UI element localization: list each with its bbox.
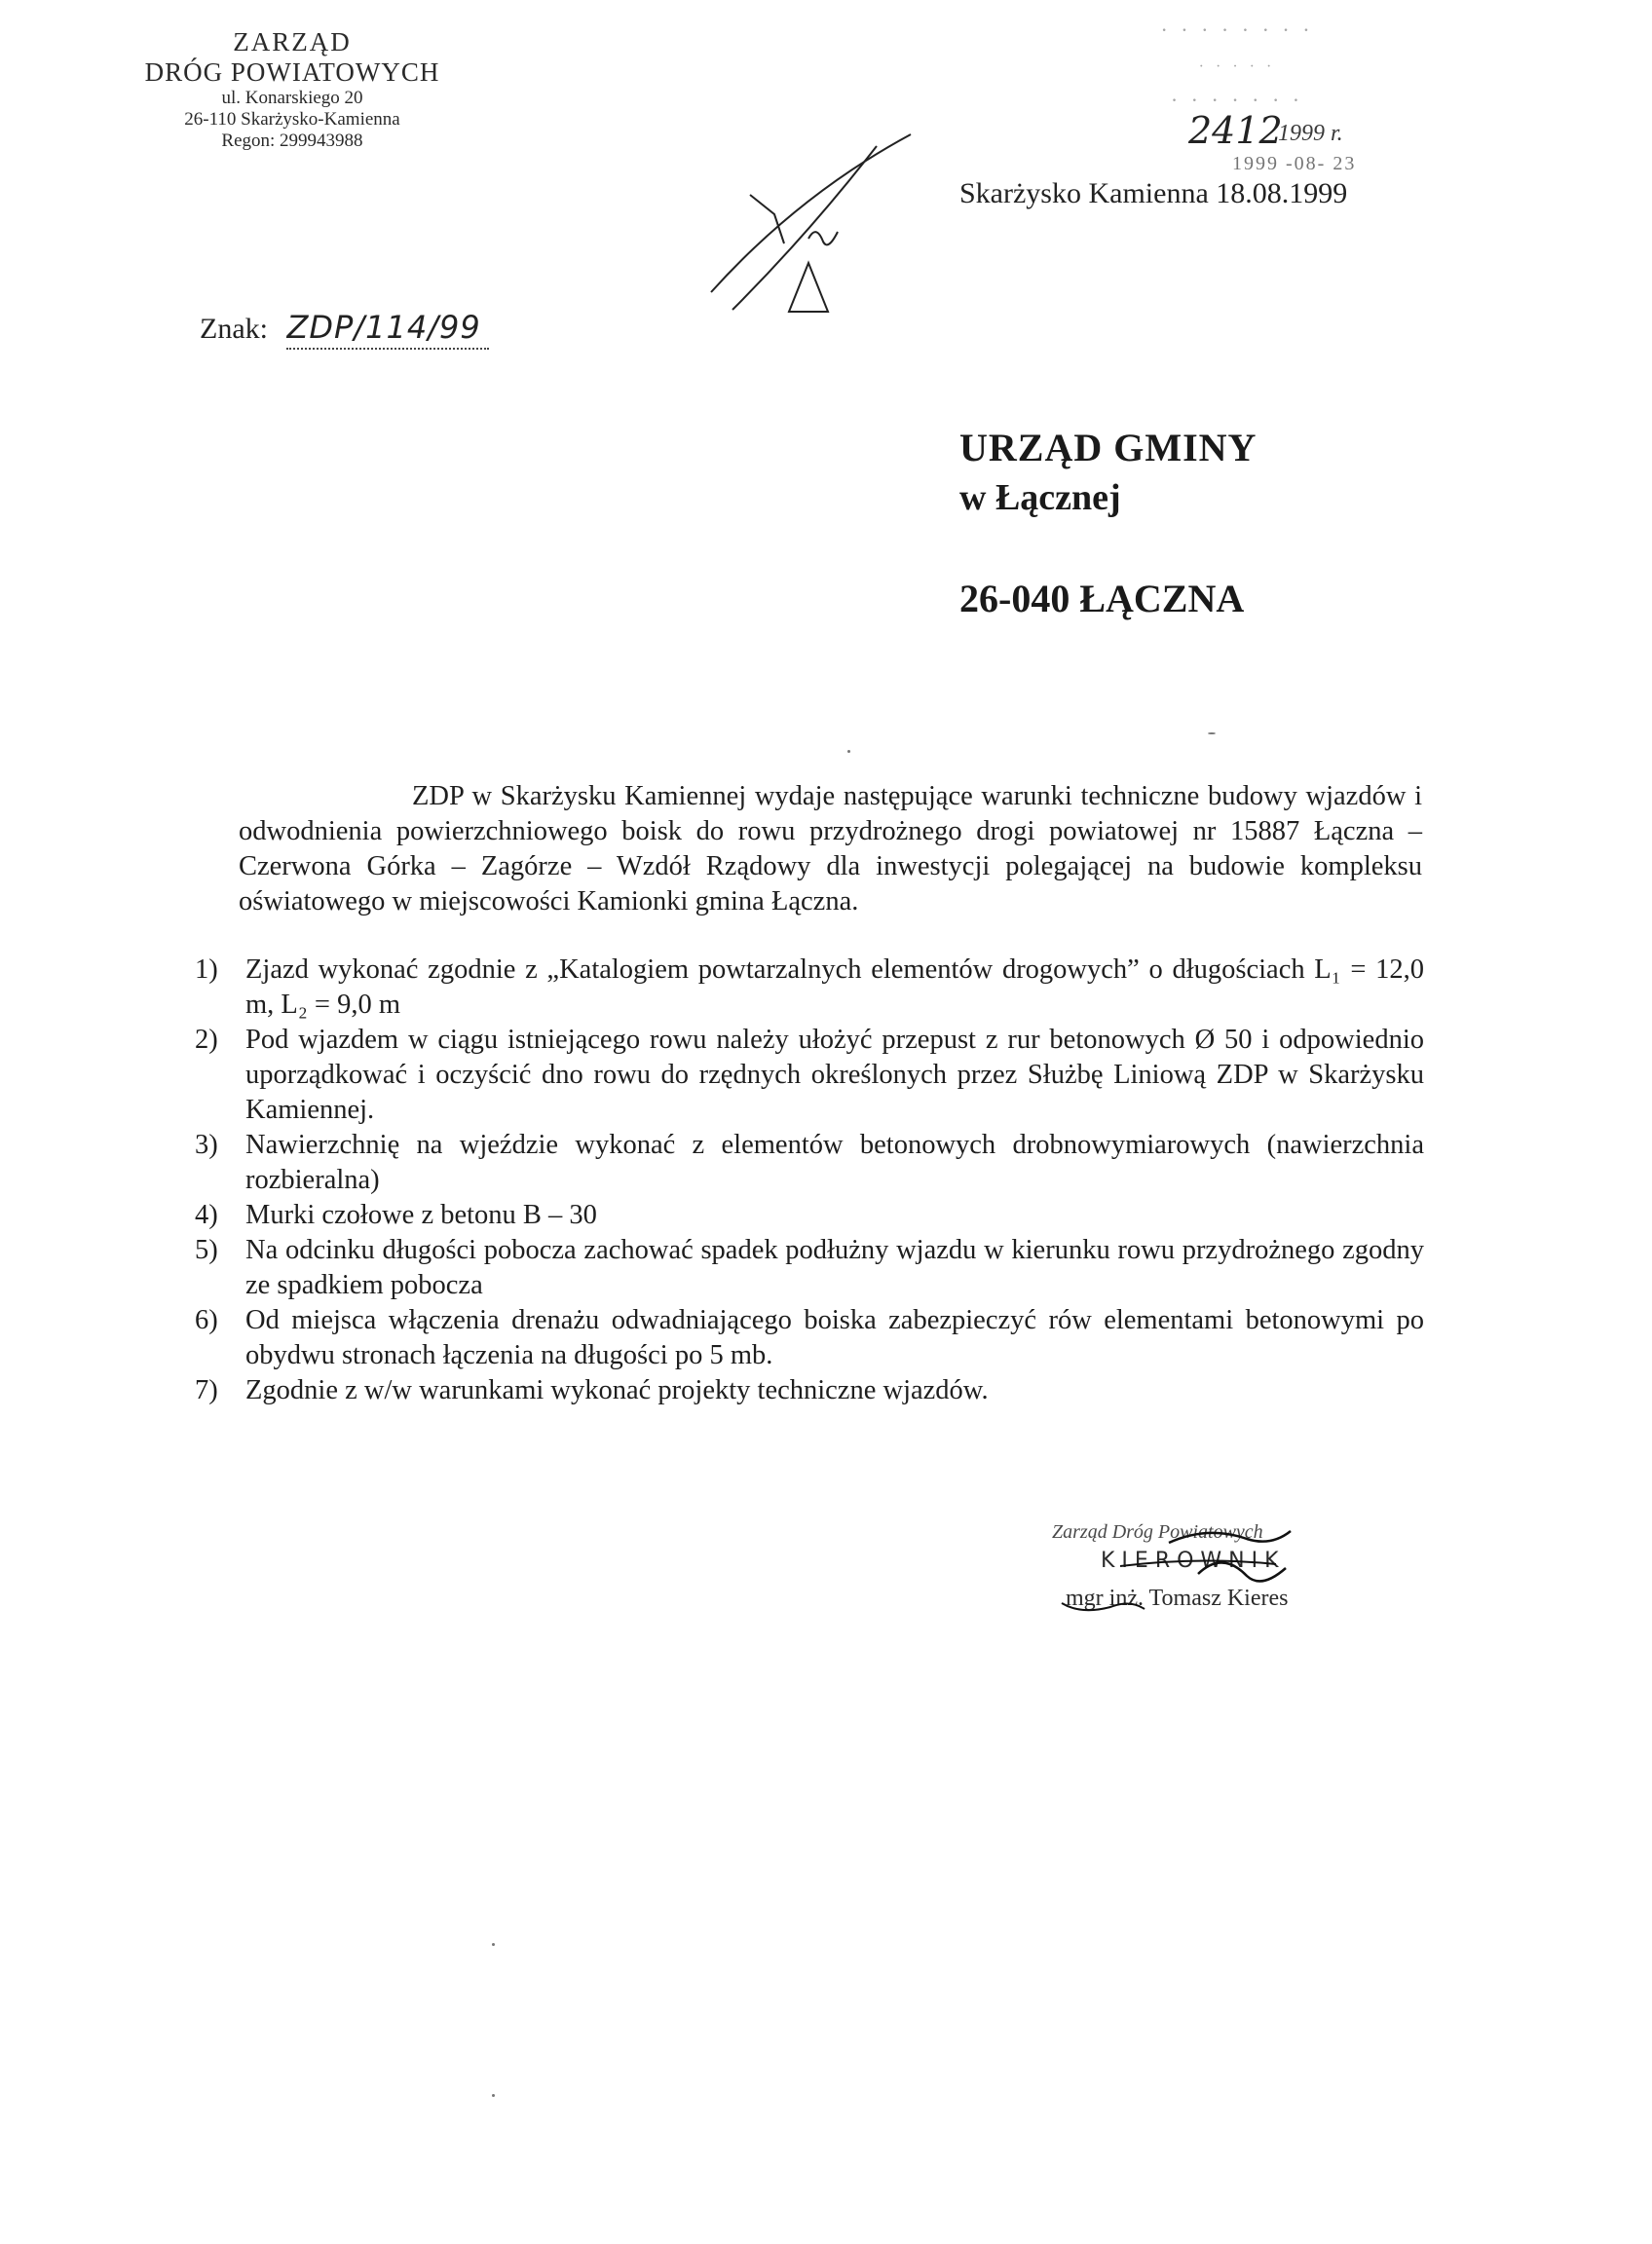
- sender-address: ul. Konarskiego 20: [221, 88, 363, 109]
- condition-item: [195, 1023, 1424, 1128]
- stamp-handwritten-tail: 1999 r.: [1278, 121, 1343, 146]
- reference-value: ZDP/114/99: [286, 309, 488, 350]
- stamp-faded-line: · · · · · · · ·: [1160, 18, 1314, 42]
- condition-item: [195, 953, 1424, 1023]
- condition-text: Zjazd wykonać zgodnie z „Katalogiem powtarzalnych elementów drogowych” o długościach L₁ = 12,0 m, L₂ = 9,0 m: [245, 954, 1424, 1020]
- conditions-list: [195, 953, 1424, 1408]
- condition-text: Pod wjazdem w ciągu istniejącego rowu należy ułożyć przepust z rur betonowych Ø 50 i odpowiednio uporządkować i oczyścić dno rowu do rzędnych określonych przez Służbę Liniową ZDP w Skarżysku Kamiennej.: [245, 1025, 1424, 1125]
- handwritten-mark: [692, 117, 925, 331]
- condition-text: Na odcinku długości pobocza zachować spadek podłużny wjazdu w kierunku rowu przydrożnego zgodny ze spadkiem pobocza: [245, 1235, 1424, 1300]
- reference-label: Znak:: [200, 313, 268, 345]
- condition-number: 2): [195, 1025, 218, 1055]
- stamp-handwritten-number: 2412: [1188, 109, 1283, 152]
- intro-paragraph: ZDP w Skarżysku Kamiennej wydaje następujące warunki techniczne budowy wjazdów i odwodnienia powierzchniowego boisk do rowu przydrożnego drogi powiatowej nr 15887 Łączna – Czerwona Górka – Zagórze – Wzdół Rządowy dla inwestycji polegającej na budowie kompleksu oświatowego w miejscowości Kamionki gmina Łączna.: [239, 781, 1422, 916]
- condition-item: [195, 1233, 1424, 1303]
- stamp-date-received: 1999 -08- 23: [1232, 153, 1357, 174]
- stamp-faded-line: · · · · ·: [1198, 58, 1276, 75]
- condition-number: 4): [195, 1200, 218, 1230]
- condition-item: [195, 1198, 1424, 1233]
- addressee-location: w Łącznej: [959, 477, 1121, 518]
- sender-regon: Regon: 299943988: [221, 130, 363, 151]
- condition-text: Zgodnie z w/w warunkami wykonać projekty techniczne wjazdów.: [245, 1375, 989, 1405]
- condition-number: 5): [195, 1235, 218, 1265]
- condition-number: 6): [195, 1305, 218, 1335]
- condition-number: 1): [195, 954, 218, 985]
- reference-number: [200, 309, 489, 350]
- sender-city: 26-110 Skarżysko-Kamienna: [184, 108, 400, 130]
- addressee-block: [959, 425, 1257, 621]
- scan-speck: [1208, 732, 1216, 734]
- condition-item: [195, 1373, 1424, 1408]
- handwritten-signature: [1052, 1521, 1364, 1638]
- signature-name: mgr inż. Tomasz Kieres: [1066, 1586, 1289, 1611]
- place-and-date: Skarżysko Kamienna 18.08.1999: [959, 177, 1348, 209]
- incoming-stamp: [1071, 12, 1422, 174]
- condition-text: Murki czołowe z betonu B – 30: [245, 1200, 597, 1230]
- signature-office: Zarząd Dróg Powiatowych: [1052, 1521, 1263, 1543]
- condition-text: Nawierzchnię na wjeździe wykonać z elementów betonowych drobnowymiarowych (nawierzchnia rozbieralna): [245, 1130, 1424, 1195]
- signature-title: KIEROWNIK: [1101, 1549, 1286, 1573]
- scan-speck: [492, 2094, 495, 2097]
- condition-text: Od miejsca włączenia drenażu odwadniającego boiska zabezpieczyć rów elementami betonowymi po obydwu stronach łączenia na długości po 5 mb.: [245, 1305, 1424, 1370]
- signature-stamp: [1052, 1521, 1364, 1638]
- stamp-faded-line: · · · · · · ·: [1170, 88, 1304, 112]
- condition-item: [195, 1128, 1424, 1198]
- condition-number: 7): [195, 1375, 218, 1405]
- sender-header: [117, 27, 468, 152]
- scan-speck: [847, 750, 850, 753]
- addressee-postal: 26-040 ŁĄCZNA: [959, 577, 1245, 620]
- addressee-name: URZĄD GMINY: [959, 426, 1258, 469]
- condition-item: [195, 1303, 1424, 1373]
- sender-line-2: DRÓG POWIATOWYCH: [144, 57, 440, 88]
- sender-line-1: ZARZĄD: [233, 27, 352, 56]
- scan-speck: [492, 1943, 495, 1946]
- condition-number: 3): [195, 1130, 218, 1160]
